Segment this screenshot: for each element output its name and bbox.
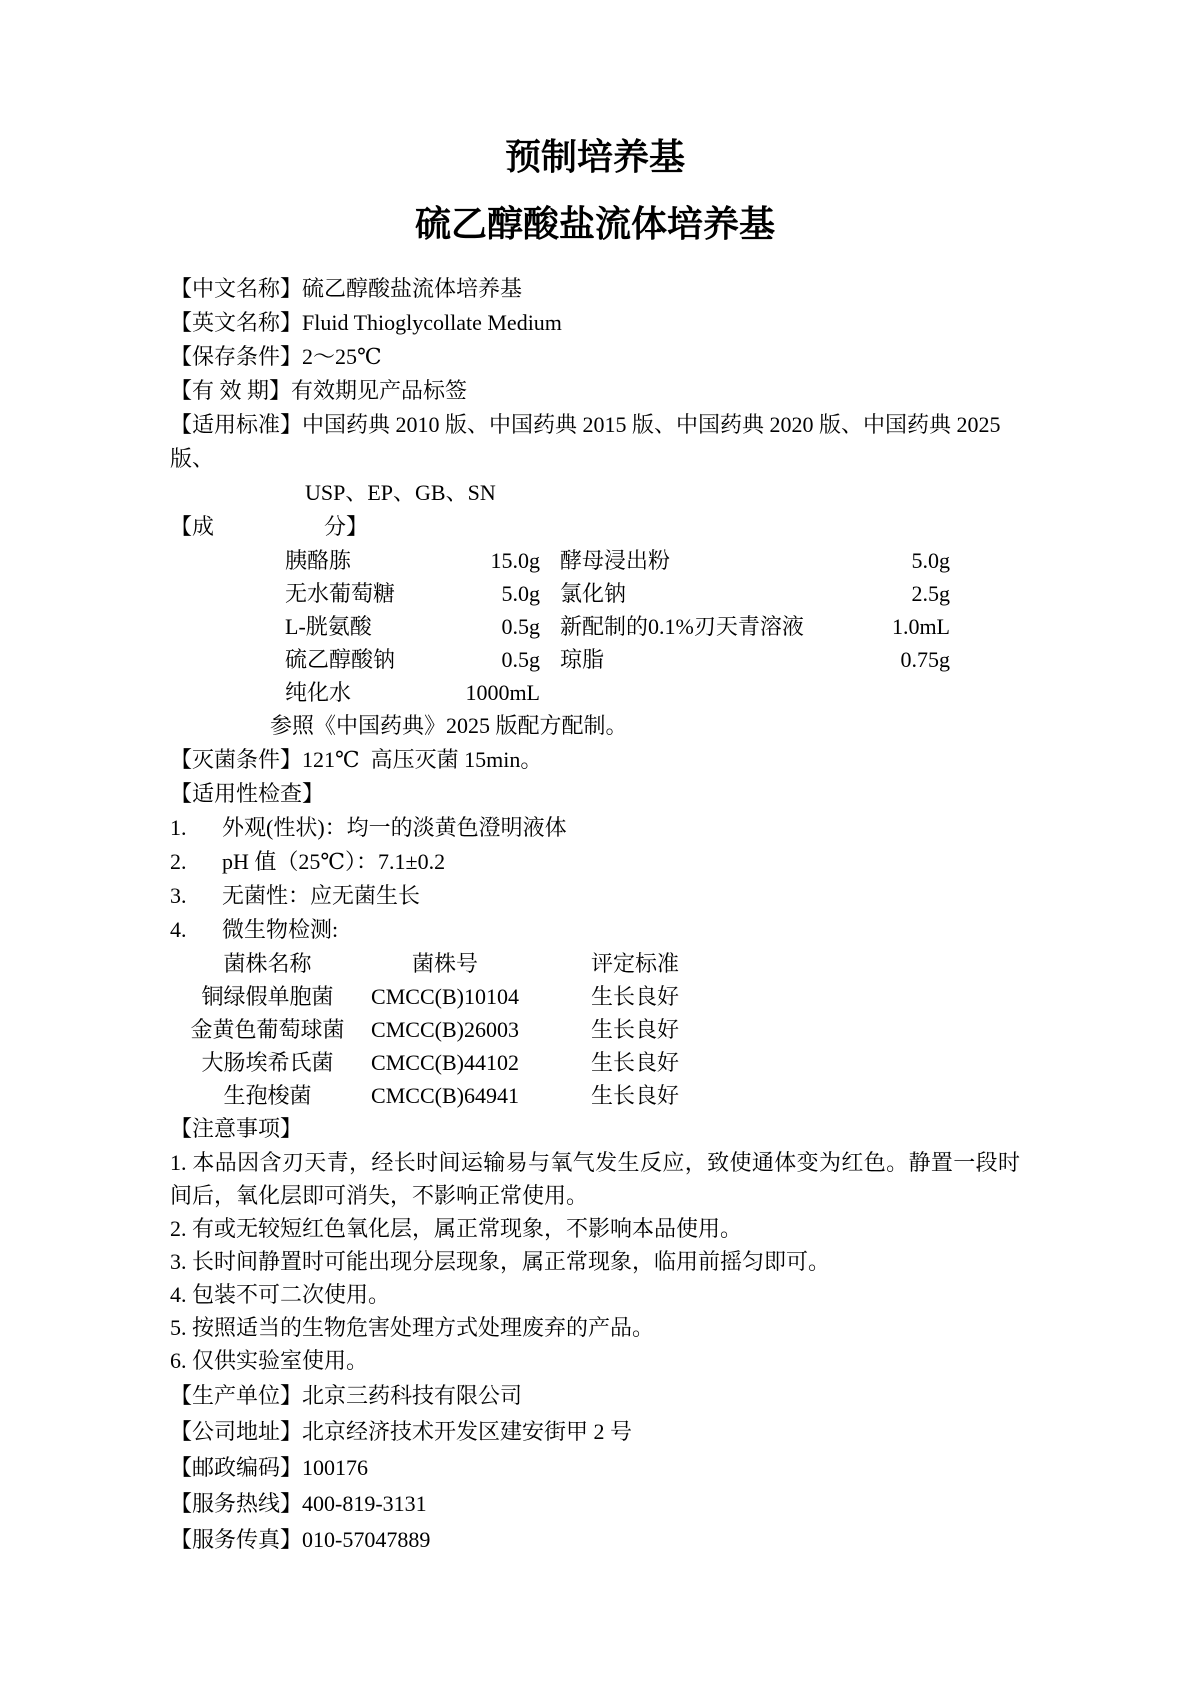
ingredient-amount: 1.0mL [891, 614, 950, 639]
field-row-storage [170, 340, 1020, 374]
field-row-shelf-life [170, 374, 1020, 408]
ingredient-row [285, 676, 950, 709]
field-value: 有效期见产品标签 [291, 378, 468, 403]
field-row-address [170, 1414, 1020, 1450]
ingredient-row [285, 577, 950, 610]
field-label: 【公司地址】 [170, 1419, 303, 1444]
field-label: 【服务传真】 [170, 1527, 303, 1552]
ingredient-amount: 0.75g [900, 647, 950, 672]
field-value: 121℃ 高压灭菌 15min。 [302, 747, 543, 772]
section-label-suitability: 【适用性检查】 [170, 781, 325, 806]
document-title-product: 硫乙醇酸盐流体培养基 [414, 204, 775, 244]
field-value: 硫乙醇酸盐流体培养基 [302, 276, 523, 301]
field-value: 中国药典 2010 版、中国药典 2015 版、中国药典 2020 版、中国药典 2025 版、 [170, 412, 1007, 471]
strain-standard: 生长良好 [590, 1083, 679, 1108]
check-text: 无菌性：应无菌生长 [222, 883, 421, 908]
check-text: pH 值（25℃）：7.1±0.2 [222, 849, 446, 874]
strain-header-number: 菌株号 [411, 951, 478, 976]
field-row-fax [170, 1522, 1020, 1558]
check-number: 2. [170, 849, 187, 874]
field-row-standards [170, 408, 1020, 476]
ingredient-amount: 1000mL [465, 680, 540, 705]
ingredient-amount: 5.0g [501, 581, 540, 606]
field-row-english-name [170, 306, 1020, 340]
ingredient-amount: 5.0g [911, 548, 950, 573]
field-label: 【服务热线】 [170, 1491, 303, 1516]
note-item: 2. 有或无较短红色氧化层，属正常现象，不影响本品使用。 [170, 1216, 743, 1241]
ingredient-name: 氯化钠 [560, 581, 627, 606]
field-label: 【灭菌条件】 [170, 747, 303, 772]
check-number: 4. [170, 917, 187, 942]
field-label: 【英文名称】 [170, 310, 303, 335]
ingredient-name: 硫乙醇酸钠 [285, 647, 396, 672]
strain-number: CMCC(B)44102 [371, 1050, 519, 1075]
notes-section [170, 1112, 1020, 1377]
ingredient-name: 琼脂 [560, 647, 605, 672]
ingredient-amount: 15.0g [490, 548, 540, 573]
ingredient-name: 纯化水 [285, 680, 352, 705]
check-number: 1. [170, 815, 187, 840]
field-value: Fluid Thioglycollate Medium [302, 310, 562, 335]
strain-number: CMCC(B)10104 [371, 984, 519, 1009]
strain-table-row [170, 1079, 1020, 1112]
field-label: 【中文名称】 [170, 276, 303, 301]
ingredient-amount: 0.5g [501, 647, 540, 672]
ingredient-name: 无水葡萄糖 [285, 581, 396, 606]
field-value: 400-819-3131 [302, 1491, 427, 1516]
ingredient-row [285, 643, 950, 676]
ingredient-row [285, 610, 950, 643]
section-label-composition: 【成 分】 [170, 514, 369, 539]
field-row-manufacturer [170, 1378, 1020, 1414]
field-label: 【保存条件】 [170, 344, 303, 369]
ingredient-name: 胰酪胨 [285, 548, 352, 573]
strain-name: 大肠埃希氏菌 [201, 1050, 334, 1075]
note-item: 4. 包装不可二次使用。 [170, 1282, 391, 1307]
document-title-main: 预制培养基 [504, 137, 685, 177]
strain-header-name: 菌株名称 [223, 951, 312, 976]
check-text: 微生物检测: [222, 917, 339, 942]
note-item: 1. 本品因含刃天青，经长时间运输易与氧气发生反应，致使通体变为红色。静置一段时间后，氧化层即可消失，不影响正常使用。 [170, 1150, 1020, 1208]
strain-name: 铜绿假单胞菌 [201, 984, 334, 1009]
field-label: 【有 效 期】 [170, 378, 292, 403]
field-value: 2～25℃ [302, 344, 382, 369]
strain-standard: 生长良好 [590, 984, 679, 1009]
strain-table-row [170, 1013, 1020, 1046]
ingredient-row [285, 544, 950, 577]
field-label: 【适用标准】 [170, 412, 303, 437]
check-item [170, 811, 1020, 845]
strain-table-row [170, 1046, 1020, 1079]
strain-table-header [170, 947, 1020, 980]
field-row-chinese-name [170, 272, 1020, 306]
ingredient-amount: 0.5g [501, 614, 540, 639]
strain-name: 生孢梭菌 [223, 1083, 312, 1108]
field-label: 【生产单位】 [170, 1383, 303, 1408]
ingredient-amount: 2.5g [911, 581, 950, 606]
field-row-hotline [170, 1486, 1020, 1522]
check-number: 3. [170, 883, 187, 908]
ingredient-name: 新配制的0.1%刃天青溶液 [560, 614, 804, 639]
field-standards-continuation: USP、EP、GB、SN [305, 480, 496, 505]
composition-reference-note: 参照《中国药典》2025 版配方配制。 [270, 713, 628, 738]
note-item: 6. 仅供实验室使用。 [170, 1348, 369, 1373]
ingredient-name: L-胱氨酸 [285, 614, 372, 639]
strain-header-standard: 评定标准 [590, 951, 679, 976]
strain-number: CMCC(B)26003 [371, 1017, 519, 1042]
field-value: 100176 [302, 1455, 369, 1480]
section-label-notes: 【注意事项】 [170, 1116, 303, 1141]
check-item [170, 845, 1020, 879]
check-item [170, 879, 1020, 913]
strain-standard: 生长良好 [590, 1017, 679, 1042]
check-item [170, 913, 1020, 947]
ingredient-name [540, 676, 950, 709]
field-value: 010-57047889 [302, 1527, 431, 1552]
strain-number: CMCC(B)64941 [371, 1083, 519, 1108]
strain-standard: 生长良好 [590, 1050, 679, 1075]
note-item: 5. 按照适当的生物危害处理方式处理废弃的产品。 [170, 1315, 655, 1340]
field-value: 北京经济技术开发区建安街甲 2 号 [302, 1419, 633, 1444]
field-value: 北京三药科技有限公司 [302, 1383, 523, 1408]
note-item: 3. 长时间静置时可能出现分层现象，属正常现象，临用前摇匀即可。 [170, 1249, 831, 1274]
strain-name: 金黄色葡萄球菌 [190, 1017, 345, 1042]
check-text: 外观(性状)：均一的淡黄色澄明液体 [222, 815, 567, 840]
strain-table-row [170, 980, 1020, 1013]
field-label: 【邮政编码】 [170, 1455, 303, 1480]
field-row-postcode [170, 1450, 1020, 1486]
field-row-sterilization [170, 743, 1020, 777]
ingredient-name: 酵母浸出粉 [560, 548, 671, 573]
